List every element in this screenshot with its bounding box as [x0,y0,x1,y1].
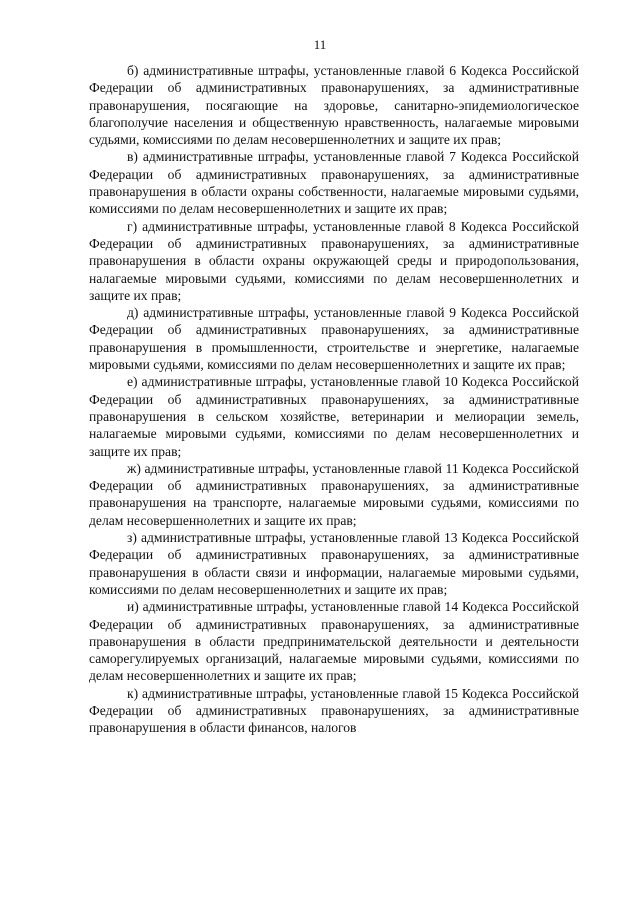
paragraph-d: д) административные штрафы, установленные главой 9 Кодекса Российской Федерации об административных правонарушениях, за административные правонарушения в промышленности, строительстве и энергетике, налагаемые мировыми судьями, комиссиями по делам несовершеннолетних и защите их прав; [89,305,579,373]
page-number: 11 [313,37,327,52]
paragraph-b: б) административные штрафы, установленные главой 6 Кодекса Российской Федерации об административных правонарушениях, за административные правонарушения, посягающие на здоровье, санитарно-эпидемиологическое благополучие населения и общественную нравственность, налагаемые мировыми судьями, комиссиями по делам несовершеннолетних и защите их прав; [89,63,579,148]
paragraph-zh: ж) административные штрафы, установленные главой 11 Кодекса Российской Федерации об административных правонарушениях, за административные правонарушения на транспорте, налагаемые мировыми судьями, комиссиями по делам несовершеннолетних и защите их прав; [89,460,579,528]
paragraph-g: г) административные штрафы, установленные главой 8 Кодекса Российской Федерации об административных правонарушениях, за административные правонарушения в области охраны окружающей среды и природопользования, налагаемые мировыми судьями, комиссиями по делам несовершеннолетних и защите их прав; [89,218,579,303]
paragraph-k: к) административные штрафы, установленные главой 15 Кодекса Российской Федерации об административных правонарушениях, за административные правонарушения в области финансов, налогов [89,685,579,736]
paragraph-e: е) административные штрафы, установленные главой 10 Кодекса Российской Федерации об административных правонарушениях, за административные правонарушения в сельском хозяйстве, ветеринарии и мелиорации земель, налагаемые мировыми судьями, комиссиями по делам несовершеннолетних и защите их прав; [89,374,579,459]
paragraph-v: в) административные штрафы, установленные главой 7 Кодекса Российской Федерации об административных правонарушениях, за административные правонарушения в области охраны собственности, налагаемые мировыми судьями, комиссиями по делам несовершеннолетних и защите их прав; [89,149,579,217]
paragraph-i: и) административные штрафы, установленные главой 14 Кодекса Российской Федерации об административных правонарушениях, за административные правонарушения в области предпринимательской деятельности и деятельности саморегулируемых организаций, налагаемые мировыми судьями, комиссиями по делам несовершеннолетних и защите их прав; [89,599,579,684]
document-body [89,62,579,737]
paragraph-z: з) административные штрафы, установленные главой 13 Кодекса Российской Федерации об административных правонарушениях, за административные правонарушения в области связи и информации, налагаемые мировыми судьями, комиссиями по делам несовершеннолетних и защите их прав; [89,530,579,597]
